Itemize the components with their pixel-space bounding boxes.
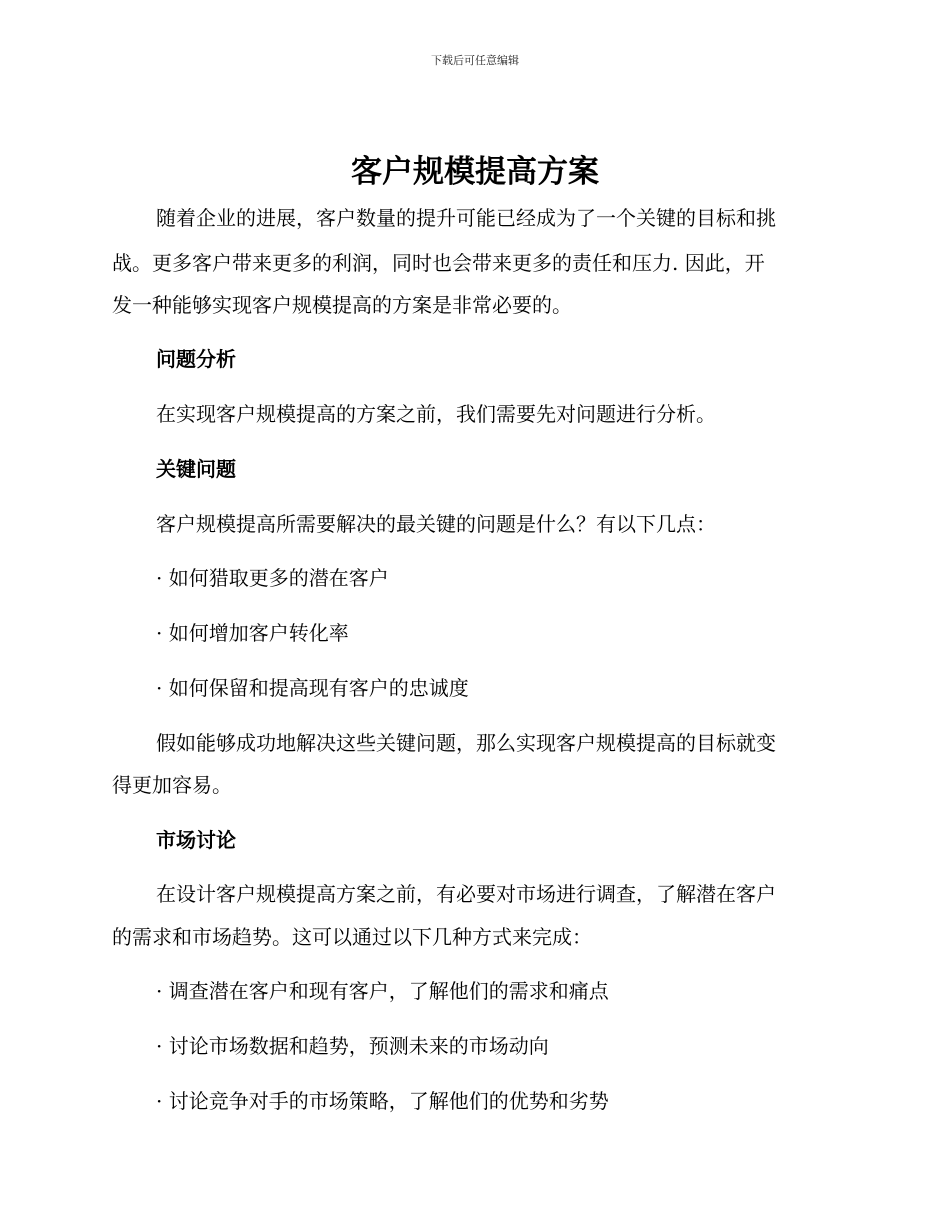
problem-text: 在实现客户规模提高的方案之前，我们需要先对问题进行分析。 (156, 402, 716, 426)
list-item: · 如何增加客户转化率 (156, 621, 349, 645)
list-item: · 调查潜在客户和现有客户，了解他们的需求和痛点 (156, 979, 609, 1003)
market-text-line-2: 的需求和市场趋势。这可以通过以下几种方式来完成： (112, 925, 592, 949)
intro-line-1: 随着企业的进展，客户数量的提升可能已经成为了一个关键的目标和挑 (156, 206, 776, 230)
header-note: 下载后可任意编辑 (431, 54, 519, 67)
section-heading-market: 市场讨论 (156, 828, 236, 852)
key-text: 客户规模提高所需要解决的最关键的问题是什么？有以下几点： (156, 512, 716, 536)
list-item: · 如何保留和提高现有客户的忠诚度 (156, 676, 469, 700)
intro-line-2: 战。更多客户带来更多的利润，同时也会带来更多的责任和压力. 因此，开 (112, 251, 765, 275)
intro-line-3: 发一种能够实现客户规模提高的方案是非常必要的。 (112, 293, 572, 317)
key-conclusion-line-2: 得更加容易。 (112, 773, 232, 797)
list-item: · 讨论竞争对手的市场策略，了解他们的优势和劣势 (156, 1089, 609, 1113)
key-conclusion-line-1: 假如能够成功地解决这些关键问题，那么实现客户规模提高的目标就变 (156, 731, 776, 755)
section-heading-problem: 问题分析 (156, 347, 236, 371)
list-item: · 如何猎取更多的潜在客户 (156, 566, 389, 590)
page-title: 客户规模提高方案 (351, 154, 599, 190)
market-text-line-1: 在设计客户规模提高方案之前，有必要对市场进行调查，了解潜在客户 (156, 882, 776, 906)
list-item: · 讨论市场数据和趋势，预测未来的市场动向 (156, 1034, 549, 1058)
section-heading-key: 关键问题 (156, 457, 236, 481)
